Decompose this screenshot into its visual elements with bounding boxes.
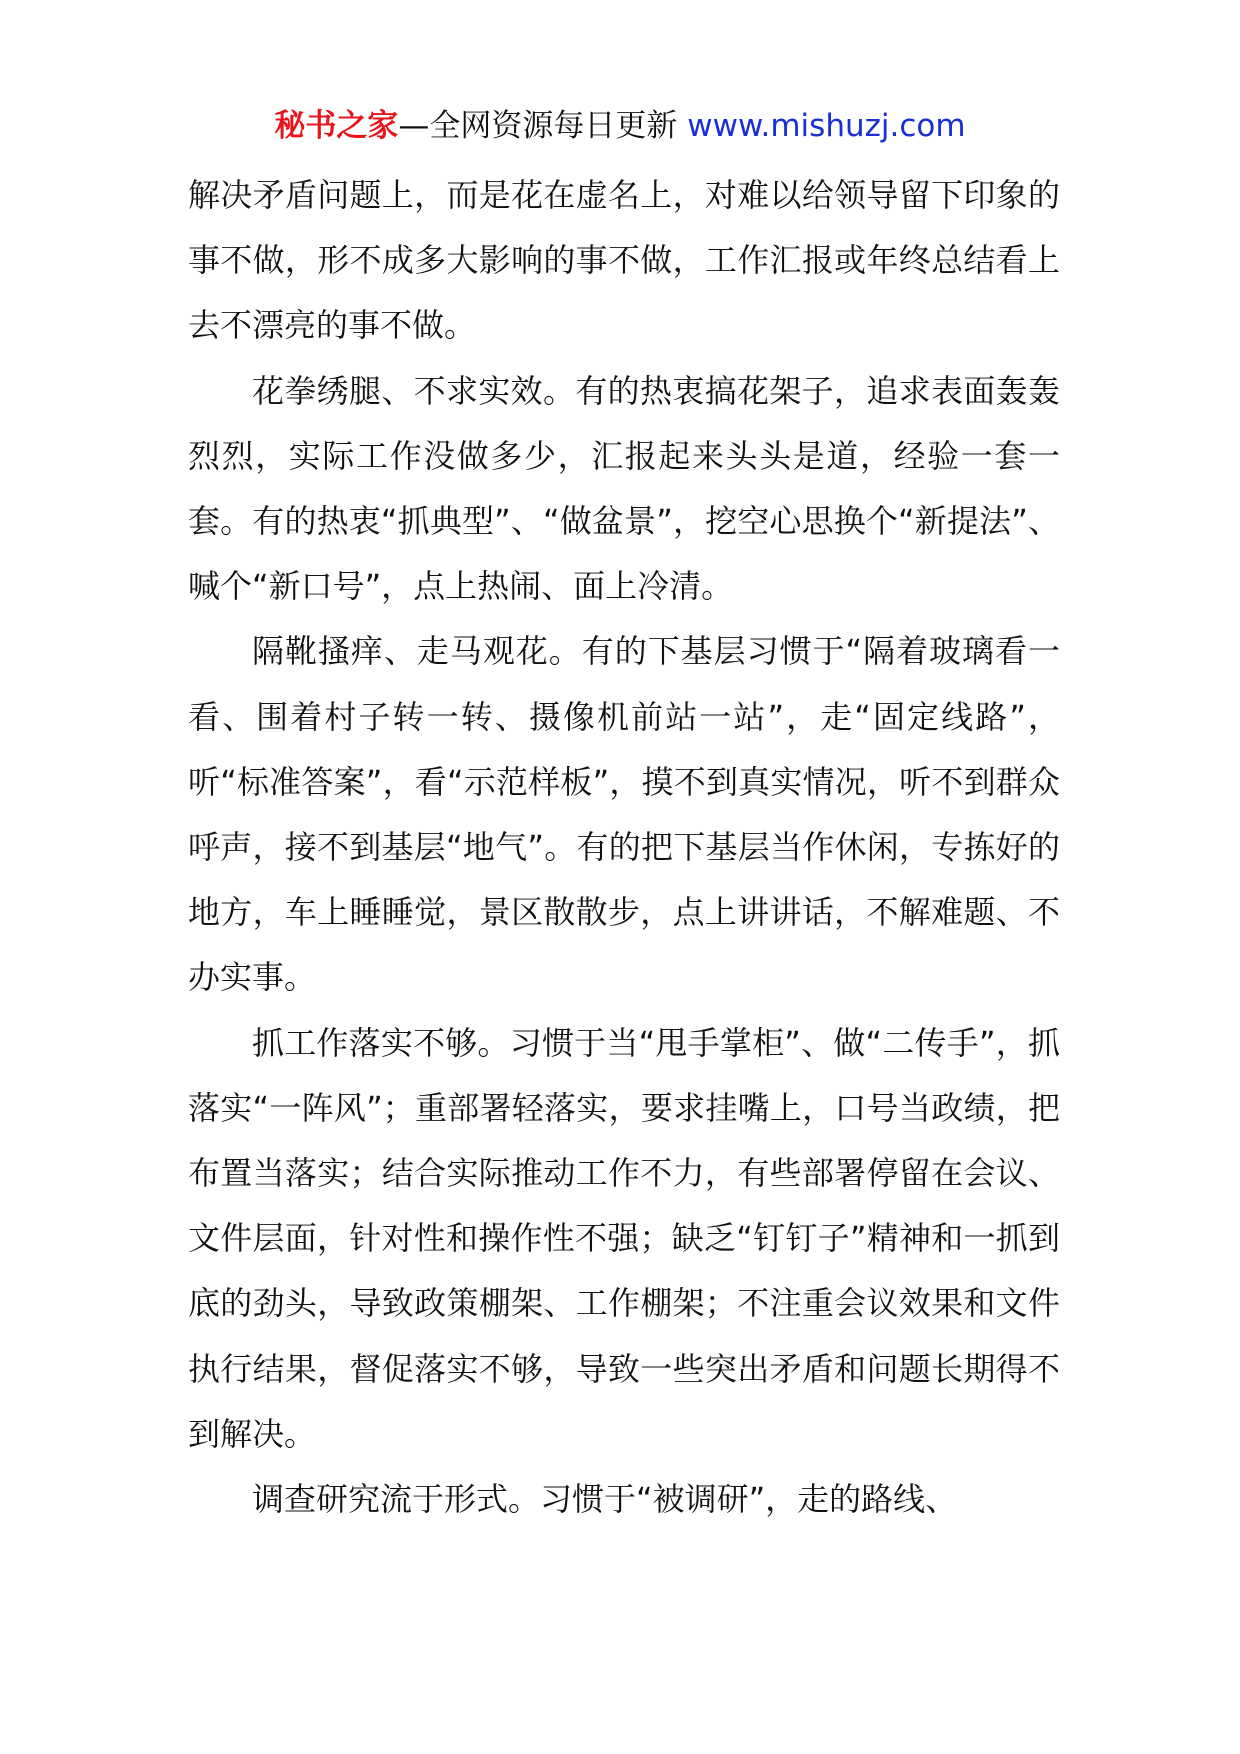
paragraph-luoshi: 抓工作落实不够。习惯于当“甩手掌柜”、做“二传手”，抓落实“一阵风”；重部署轻落实，要求挂嘴上，口号当政绩，把布置当落实；结合实际推动工作不力，有些部署停留在会议、文件层面，针对性和操作性不强；缺乏“钉钉子”精神和一抓到底的劲头，导致政策棚架、工作棚架；不注重会议效果和文件执行结果，督促落实不够，导致一些突出矛盾和问题长期得不到解决。 xyxy=(188,1023,1060,1453)
paragraph-huaquan: 花拳绣腿、不求实效。有的热衷搞花架子，追求表面轰轰烈烈，实际工作没做多少，汇报起来头头是道，经验一套一套。有的热衷“抓典型”、“做盆景”，挖空心思换个“新提法”、喊个“新口号”，点上热闹、面上冷清。 xyxy=(188,371,1060,606)
site-header xyxy=(0,104,1240,148)
site-tagline: —全网资源每日更新 xyxy=(398,108,678,144)
document-body xyxy=(188,163,1060,1532)
site-brand: 秘书之家 xyxy=(274,108,399,144)
paragraph-gexue: 隔靴搔痒、走马观花。有的下基层习惯于“隔着玻璃看一看、围着村子转一转、摄像机前站一站”，走“固定线路”，听“标准答案”，看“示范样板”，摸不到真实情况，听不到群众呼声，接不到基层“地气”。有的把下基层当作休闲，专拣好的地方，车上睡睡觉，景区散散步，点上讲讲话，不解难题、不办实事。 xyxy=(188,632,1060,997)
paragraph-continuation: 解决矛盾问题上，而是花在虚名上，对难以给领导留下印象的事不做，形不成多大影响的事不做，工作汇报或年终总结看上去不漂亮的事不做。 xyxy=(188,176,1060,345)
paragraph-diaocha: 调查研究流于形式。习惯于“被调研”，走的路线、 xyxy=(252,1480,958,1519)
site-url-link[interactable]: www.mishuzj.com xyxy=(687,108,966,144)
